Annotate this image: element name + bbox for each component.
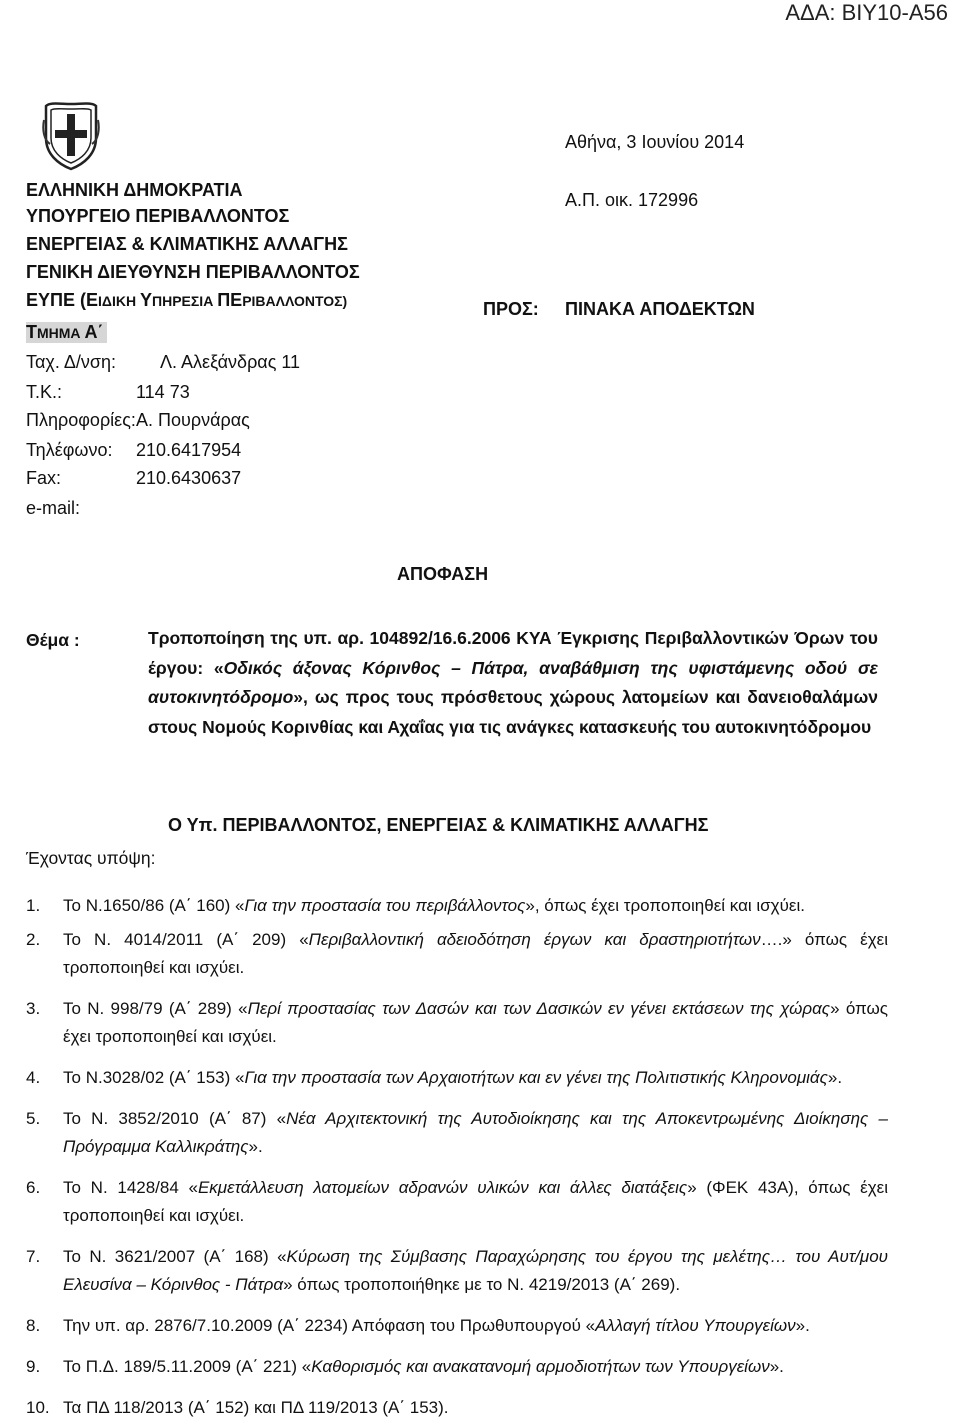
contact-label-fax: Fax: <box>26 468 62 488</box>
item-text: Το Π.Δ. 189/5.11.2009 (Α΄ 221) «Καθορισμός και ανακατανομή αρμοδιοτήτων των Υπουργείων». <box>63 1357 784 1376</box>
header-section: ΤΜΗΜΑ Α΄ <box>26 322 107 343</box>
contact-label-address: Ταχ. Δ/νση: <box>26 352 117 372</box>
protocol-number: Α.Π. οικ. 172996 <box>565 190 699 210</box>
contact-label-phone: Τηλέφωνο: <box>26 440 113 460</box>
contact-value-info: Α. Πουρνάρας <box>136 410 250 430</box>
item-text: Το Ν. 998/79 (Α΄ 289) «Περί προστασίας των Δασών και των Δασικών εν γένει εκτάσεων της χώρας» όπως έχει τροποποιηθεί και ισχύει. <box>63 999 888 1046</box>
item-number: 4. <box>26 1068 41 1087</box>
item-number: 3. <box>26 999 41 1018</box>
item-text: Τα ΠΔ 118/2013 (Α΄ 152) και ΠΔ 119/2013 (Α΄ 153). <box>63 1398 449 1417</box>
header-line-3: ΕΝΕΡΓΕΙΑΣ & ΚΛΙΜΑΤΙΚΗΣ ΑΛΛΑΓΗΣ <box>26 234 348 254</box>
contact-label-info: Πληροφορίες: <box>26 410 136 430</box>
item-number: 8. <box>26 1316 41 1335</box>
minister-heading: Ο Υπ. ΠΕΡΙΒΑΛΛΟΝΤΟΣ, ΕΝΕΡΓΕΙΑΣ & ΚΛΙΜΑΤΙΚΗΣ ΑΛΛΑΓΗΣ <box>168 815 709 835</box>
subject-text: Τροποποίηση της υπ. αρ. 104892/16.6.2006 ΚΥΑ Έγκρισης Περιβαλλοντικών Όρων του έργου: «Οδικός άξονας Κόρινθος – Πάτρα, αναβάθμιση της υφιστάμενης οδού σε αυτοκινητόδρομο», ως προς τους πρόσθετους χώρους λατομείων και δανειοθαλάμων στους Νομούς Κορινθίας και Αχαΐας για τις ανάγκες κατασκευής του αυτοκινητόδρομου <box>148 628 878 737</box>
contact-label-email: e-mail: <box>26 498 81 518</box>
list-item <box>26 1394 888 1422</box>
header-line-2: ΥΠΟΥΡΓΕΙΟ ΠΕΡΙΒΑΛΛΟΝΤΟΣ <box>26 206 290 226</box>
letter-date: Αθήνα, 3 Ιουνίου 2014 <box>565 132 745 152</box>
list-item <box>26 1312 888 1340</box>
list-item <box>26 1064 888 1092</box>
item-number: 1. <box>26 896 41 915</box>
considering-heading: Έχοντας υπόψη: <box>26 848 156 868</box>
list-item <box>26 1243 888 1299</box>
item-text: Την υπ. αρ. 2876/7.10.2009 (Α΄ 2234) Απόφαση του Πρωθυπουργού «Αλλαγή τίτλου Υπουργείων». <box>63 1316 810 1335</box>
ada-code: ΑΔΑ: ΒΙΥ10-Α56 <box>785 0 948 25</box>
header-line-1: ΕΛΛΗΝΙΚΗ ΔΗΜΟΚΡΑΤΙΑ <box>26 180 243 200</box>
contact-value-fax: 210.6430637 <box>136 468 242 488</box>
list-item <box>26 1353 888 1381</box>
list-item <box>26 995 888 1051</box>
item-number: 6. <box>26 1178 41 1197</box>
considerations-list <box>26 892 888 1422</box>
item-text: Το Ν.1650/86 (Α΄ 160) «Για την προστασία του περιβάλλοντος», όπως έχει τροποποιηθεί και ισχύει. <box>63 896 805 915</box>
recipient-label: ΠΡΟΣ: <box>483 299 539 319</box>
item-text: Το Ν. 1428/84 «Εκμετάλλευση λατομείων αδρανών υλικών και άλλες διατάξεις» (ΦΕΚ 43Α), όπως έχει τροποποιηθεί και ισχύει. <box>63 1178 888 1225</box>
item-number: 10. <box>26 1398 50 1417</box>
greek-emblem-icon <box>40 100 102 172</box>
contact-label-postcode: Τ.Κ.: <box>26 382 63 402</box>
item-number: 2. <box>26 930 41 949</box>
item-text: Το Ν. 3621/2007 (Α΄ 168) «Κύρωση της Σύμβασης Παραχώρησης του έργου της μελέτης… του Αυτ/μου Ελευσίνα – Κόρινθος - Πάτρα» όπως τροποποιήθηκε με το Ν. 4219/2013 (Α΄ 269). <box>63 1247 889 1294</box>
item-text: Το Ν.3028/02 (Α΄ 153) «Για την προστασία των Αρχαιοτήτων και εν γένει της Πολιτιστικής Κληρονομιάς». <box>63 1068 843 1087</box>
list-item <box>26 1105 888 1161</box>
contact-value-phone: 210.6417954 <box>136 440 242 460</box>
item-text: Το Ν. 4014/2011 (Α΄ 209) «Περιβαλλοντική αδειοδότηση έργων και δραστηριοτήτων….» όπως έχει τροποποιηθεί και ισχύει. <box>63 930 889 977</box>
item-text: Το Ν. 3852/2010 (Α΄ 87) «Νέα Αρχιτεκτονική της Αυτοδιοίκησης και της Αποκεντρωμένης Διοίκησης – Πρόγραμμα Καλλικράτης». <box>63 1109 888 1156</box>
recipient-value: ΠΙΝΑΚΑ ΑΠΟΔΕΚΤΩΝ <box>565 299 755 319</box>
list-item <box>26 1174 888 1230</box>
subject-label: Θέμα : <box>26 630 80 650</box>
list-item <box>26 892 888 920</box>
header-eype: ΕΥΠΕ (ΕΙΔΙΚΗ ΥΠΗΡΕΣΙΑ ΠΕΡΙΒΑΛΛΟΝΤΟΣ) <box>26 290 348 310</box>
item-number: 9. <box>26 1357 41 1376</box>
header-line-4: ΓΕΝΙΚΗ ΔΙΕΥΘΥΝΣΗ ΠΕΡΙΒΑΛΛΟΝΤΟΣ <box>26 262 360 282</box>
list-item <box>26 926 888 982</box>
item-number: 5. <box>26 1109 41 1128</box>
contact-value-address: Λ. Αλεξάνδρας 11 <box>160 352 301 372</box>
contact-value-postcode: 114 73 <box>136 382 190 402</box>
item-number: 7. <box>26 1247 41 1266</box>
document-title: ΑΠΟΦΑΣΗ <box>397 564 489 584</box>
